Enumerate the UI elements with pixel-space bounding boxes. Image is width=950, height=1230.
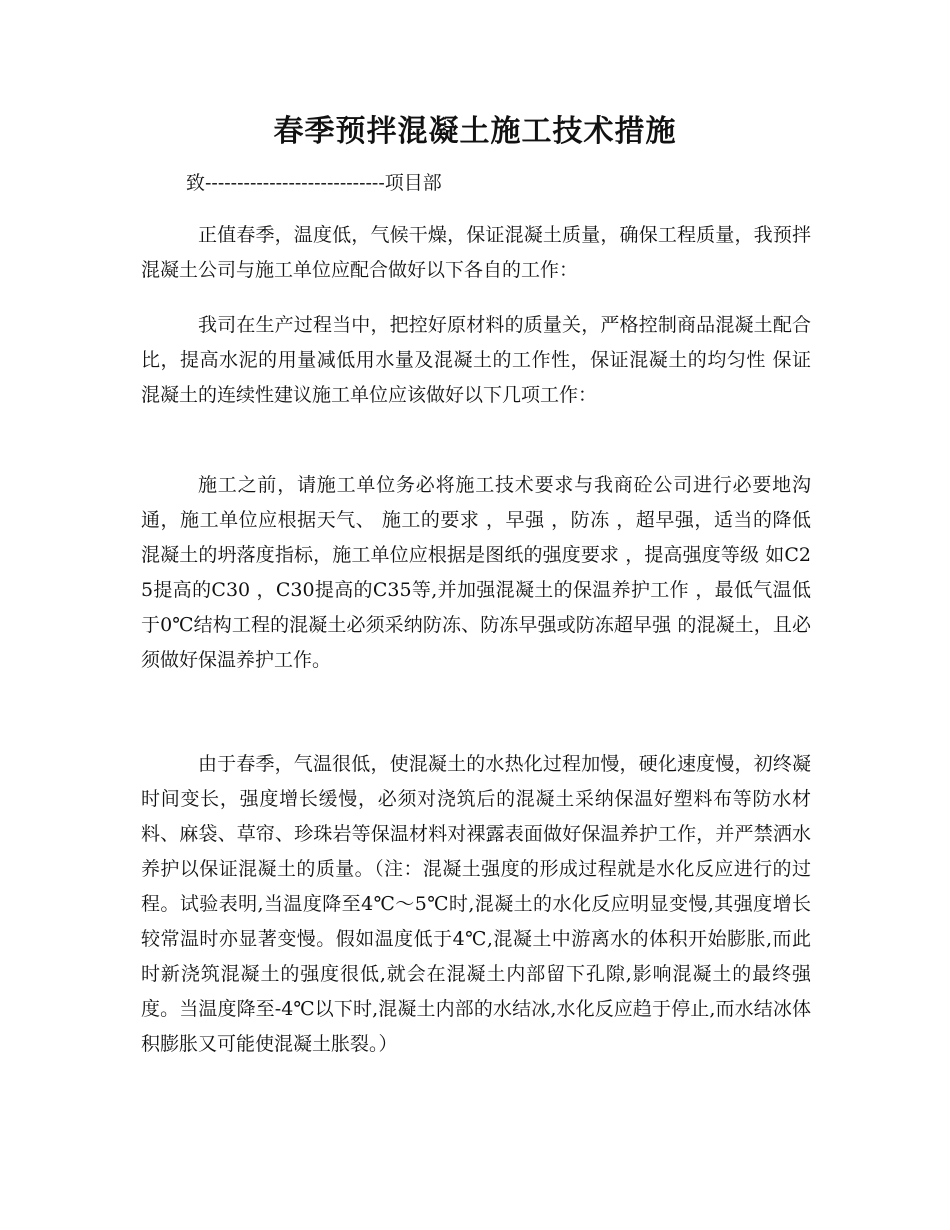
paragraph-curing-note: 由于春季，气温很低，使混凝土的水热化过程加慢，硬化速度慢，初终凝时间变长，强度增长缓慢，必须对浇筑后的混凝土采纳保温好塑料布等防水材料、麻袋、草帘、珍珠岩等保温材料对裸露表面做好保温养护工作，并严禁洒水养护以保证混凝土的质量。（注：混凝土强度的形成过程就是水化反应进行的过程。试验表明,当温度降至4℃～5℃时,混凝土的水化反应明显变慢,其强度增长较常温时亦显著变慢。假如温度低于4℃,混凝土中游离水的体积开始膨胀,而此时新浇筑混凝土的强度很低,就会在混凝土内部留下孔隙,影响混凝土的最终强度。当温度降至-4℃以下时,混凝土内部的水结冰,水化反应趋于停止,而水结冰体积膨胀又可能使混凝土胀裂。）	[141, 753, 811, 1055]
salutation-line: 致----------------------------项目部	[186, 172, 442, 194]
paragraph-intro: 正值春季，温度低，气候干燥，保证混凝土质量，确保工程质量，我预拌混凝土公司与施工单位应配合做好以下各自的工作：	[141, 224, 811, 281]
paragraph-construction: 施工之前，请施工单位务必将施工技术要求与我商砼公司进行必要地沟通，施工单位应根据天气、 施工的要求 ，早强 ，防冻 ，超早强，适当的降低混凝土的坍落度指标，施工单位应根据是图纸的强度要求 ，提高强度等级 如C25提高的C30 ，C30提高的C35等,并加强混凝土的保温养护工作 ，最低气温低于0℃结构工程的混凝土必须采纳防冻、防冻早强或防冻超早强 的混凝土，且必须做好保温养护工作。	[141, 474, 811, 671]
paragraph-production: 我司在生产过程当中，把控好原材料的质量关，严格控制商品混凝土配合比，提高水泥的用量减低用水量及混凝土的工作性，保证混凝土的均匀性 保证混凝土的连续性建议施工单位应该做好以下几项工作：	[141, 314, 811, 406]
document-title: 春季预拌混凝土施工技术措施	[273, 114, 677, 149]
